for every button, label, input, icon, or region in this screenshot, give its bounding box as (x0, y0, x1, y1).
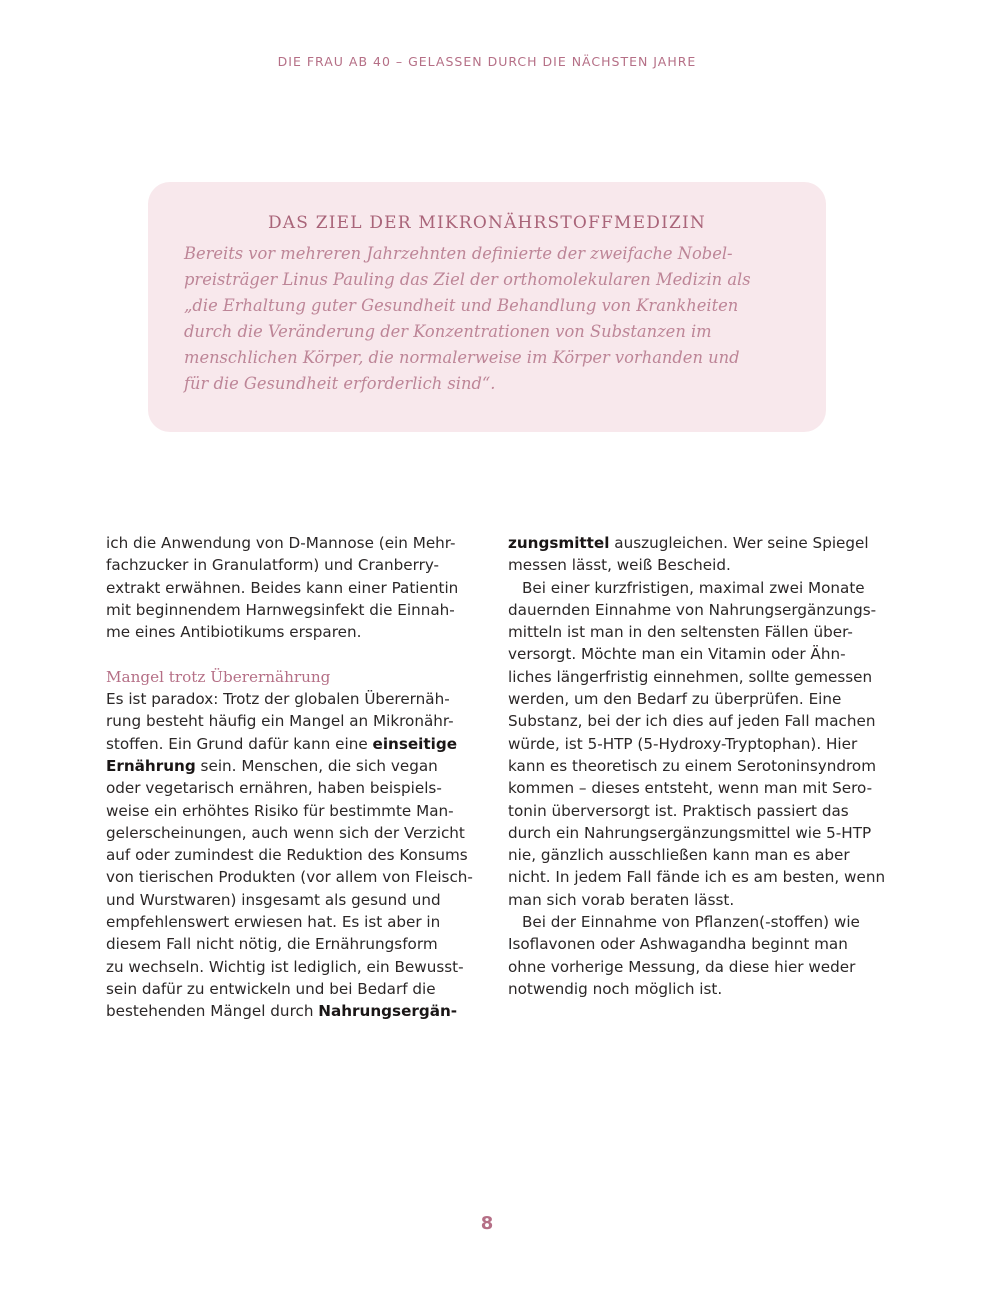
paragraph-gap (106, 643, 486, 665)
body-line: würde, ist 5-HTP (5-Hydroxy-Tryptophan). Hier (508, 734, 858, 753)
body-line: weise ein erhöhtes Risiko für bestimmte Man- (106, 801, 454, 820)
body-line: nicht. In jedem Fall fände ich es am besten, wenn (508, 868, 886, 887)
body-line: oder vegetarisch ernähren, haben beispiels- (106, 779, 442, 798)
body-line: nie, gänzlich ausschließen kann man es aber (508, 846, 850, 865)
quote-line: Bereits vor mehreren Jahrzehnten definierte der zweifache Nobel- (184, 244, 733, 263)
body-line: liches längerfristig einnehmen, sollte gemessen (508, 667, 873, 686)
quote-line: menschlichen Körper, die normalerweise im Körper vorhanden und (184, 348, 740, 367)
body-line: me eines Antibiotikums ersparen. (106, 623, 362, 642)
body-line: zu wechseln. Wichtig ist lediglich, ein Bewusst- (106, 957, 464, 976)
body-line (508, 532, 888, 554)
body-line: tonin überversorgt ist. Praktisch passiert das (508, 801, 849, 820)
text-run: stoffen. Ein Grund dafür kann eine (106, 734, 373, 753)
text-run: auszugleichen. Wer seine Spiegel (609, 534, 869, 552)
quote-line: preisträger Linus Pauling das Ziel der orthomolekularen Medizin als (184, 270, 751, 289)
bold-term: Ernährung (106, 756, 196, 775)
body-line (106, 733, 486, 755)
bold-term: zungsmittel (508, 534, 610, 552)
body-line: kann es theoretisch zu einem Serotoninsyndrom (508, 756, 877, 775)
info-box (148, 182, 826, 432)
body-line: Es ist paradox: Trotz der globalen Überernäh- (106, 690, 450, 709)
text-run: bestehenden Mängel durch (106, 1002, 319, 1021)
bold-term: Nahrungsergän- (318, 1002, 458, 1021)
body-line: man sich vorab beraten lässt. (508, 890, 735, 909)
quote-line: „die Erhaltung guter Gesundheit und Behandlung von Krankheiten (184, 296, 739, 315)
info-box-quote (184, 241, 790, 397)
section-subheading: Mangel trotz Überernährung (106, 667, 331, 686)
body-line: messen lässt, weiß Bescheid. (508, 556, 731, 575)
body-line: mit beginnendem Harnwegsinfekt die Einnah- (106, 600, 455, 619)
body-line: rung besteht häufig ein Mangel an Mikronähr- (106, 712, 454, 731)
body-line: ich die Anwendung von D-Mannose (ein Mehr- (106, 534, 456, 552)
body-line: von tierischen Produkten (vor allem von Fleisch- (106, 868, 473, 887)
body-line: fachzucker in Granulatform) und Cranberry- (106, 556, 440, 575)
body-line: auf oder zumindest die Reduktion des Konsums (106, 846, 468, 865)
body-line: Substanz, bei der ich dies auf jeden Fall machen (508, 712, 876, 731)
body-line: extrakt erwähnen. Beides kann einer Patientin (106, 578, 459, 597)
body-line: durch ein Nahrungsergänzungsmittel wie 5-HTP (508, 823, 872, 842)
body-line: Bei der Einnahme von Pflanzen(-stoffen) wie (522, 913, 860, 932)
bold-term: einseitige (372, 734, 458, 753)
body-line: mitteln ist man in den seltensten Fällen über- (508, 623, 853, 642)
body-line: kommen – dieses entsteht, wenn man mit Sero- (508, 779, 873, 798)
quote-line: für die Gesundheit erforderlich sind“. (184, 374, 496, 393)
text-run: sein. Menschen, die sich vegan (195, 756, 438, 775)
page-number: 8 (480, 1213, 494, 1234)
body-line (106, 755, 486, 777)
body-line: gelerscheinungen, auch wenn sich der Verzicht (106, 823, 465, 842)
body-line: notwendig noch möglich ist. (508, 979, 723, 998)
quote-line: durch die Veränderung der Konzentrationen von Substanzen im (184, 322, 712, 341)
body-line: Isoflavonen oder Ashwagandha beginnt man (508, 935, 848, 954)
running-head: DIE FRAU AB 40 – GELASSEN DURCH DIE NÄCHSTEN JAHRE (277, 54, 697, 69)
body-line: dauernden Einnahme von Nahrungsergänzungs- (508, 600, 877, 619)
body-line: sein dafür zu entwickeln und bei Bedarf die (106, 979, 436, 998)
body-line: und Wurstwaren) insgesamt als gesund und (106, 890, 441, 909)
body-line (106, 1000, 486, 1022)
info-box-title: DAS ZIEL DER MIKRONÄHRSTOFFMEDIZIN (267, 213, 707, 233)
left-column (106, 532, 486, 1023)
body-line: Bei einer kurzfristigen, maximal zwei Monate (522, 578, 865, 597)
body-line: versorgt. Möchte man ein Vitamin oder Ähn- (508, 645, 846, 664)
body-line: ohne vorherige Messung, da diese hier weder (508, 957, 856, 976)
body-line: werden, um den Bedarf zu überprüfen. Eine (508, 690, 842, 709)
body-line: diesem Fall nicht nötig, die Ernährungsform (106, 935, 438, 954)
right-column (508, 532, 888, 1000)
body-line: empfehlenswert erwiesen hat. Es ist aber in (106, 913, 441, 932)
